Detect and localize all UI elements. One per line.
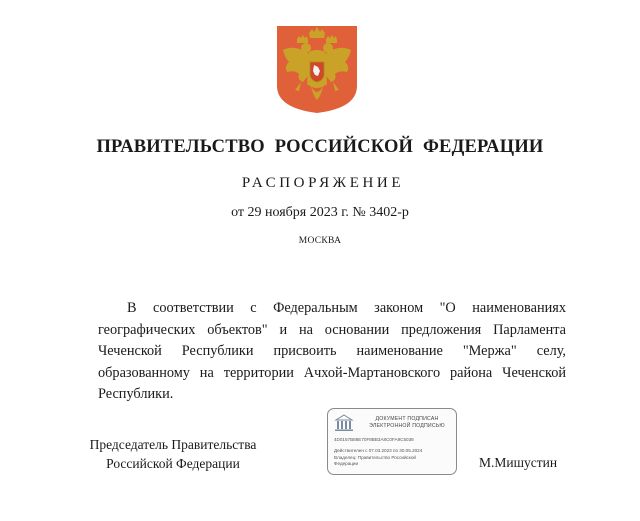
stamp-title-line1: ДОКУМЕНТ ПОДПИСАН xyxy=(375,416,439,422)
signer-title xyxy=(78,435,268,473)
electronic-signature-stamp xyxy=(327,408,457,475)
russian-coat-of-arms-icon xyxy=(275,24,359,114)
signer-name: М.Мишустин xyxy=(479,455,558,470)
stamp-title xyxy=(358,416,456,430)
stamp-certificate: 4D0157B88E70F8BB3A8C0FA9C5038 xyxy=(334,437,414,442)
government-building-icon xyxy=(334,414,354,432)
organization-title: ПРАВИТЕЛЬСТВО РОССИЙСКОЙ ФЕДЕРАЦИИ xyxy=(96,137,544,157)
stamp-owner-line1: Владелец: Правительство Российской xyxy=(334,455,416,460)
document-city: МОСКВА xyxy=(298,236,342,246)
stamp-title-line2: ЭЛЕКТРОННОЙ ПОДПИСЬЮ xyxy=(369,423,445,429)
order-paragraph: В соответствии с Федеральным законом "О наименованиях географических объектов" и на основании предложения Парламента Чеченской Республики присвоить наименование "Мержа" селу, образованному на территории Ачхой-Мартановского района Чеченской Республики. xyxy=(98,300,566,402)
signer-title-line2: Российской Федерации xyxy=(106,456,240,471)
stamp-validity: Действителен с 07.03.2023 по 30.05.2024 xyxy=(334,448,423,453)
document-type: РАСПОРЯЖЕНИЕ xyxy=(241,175,405,191)
document-date-number: от 29 ноября 2023 г. № 3402-р xyxy=(231,205,409,220)
stamp-owner-line2: Федерации xyxy=(334,461,359,466)
signer-title-line1: Председатель Правительства xyxy=(89,437,257,452)
